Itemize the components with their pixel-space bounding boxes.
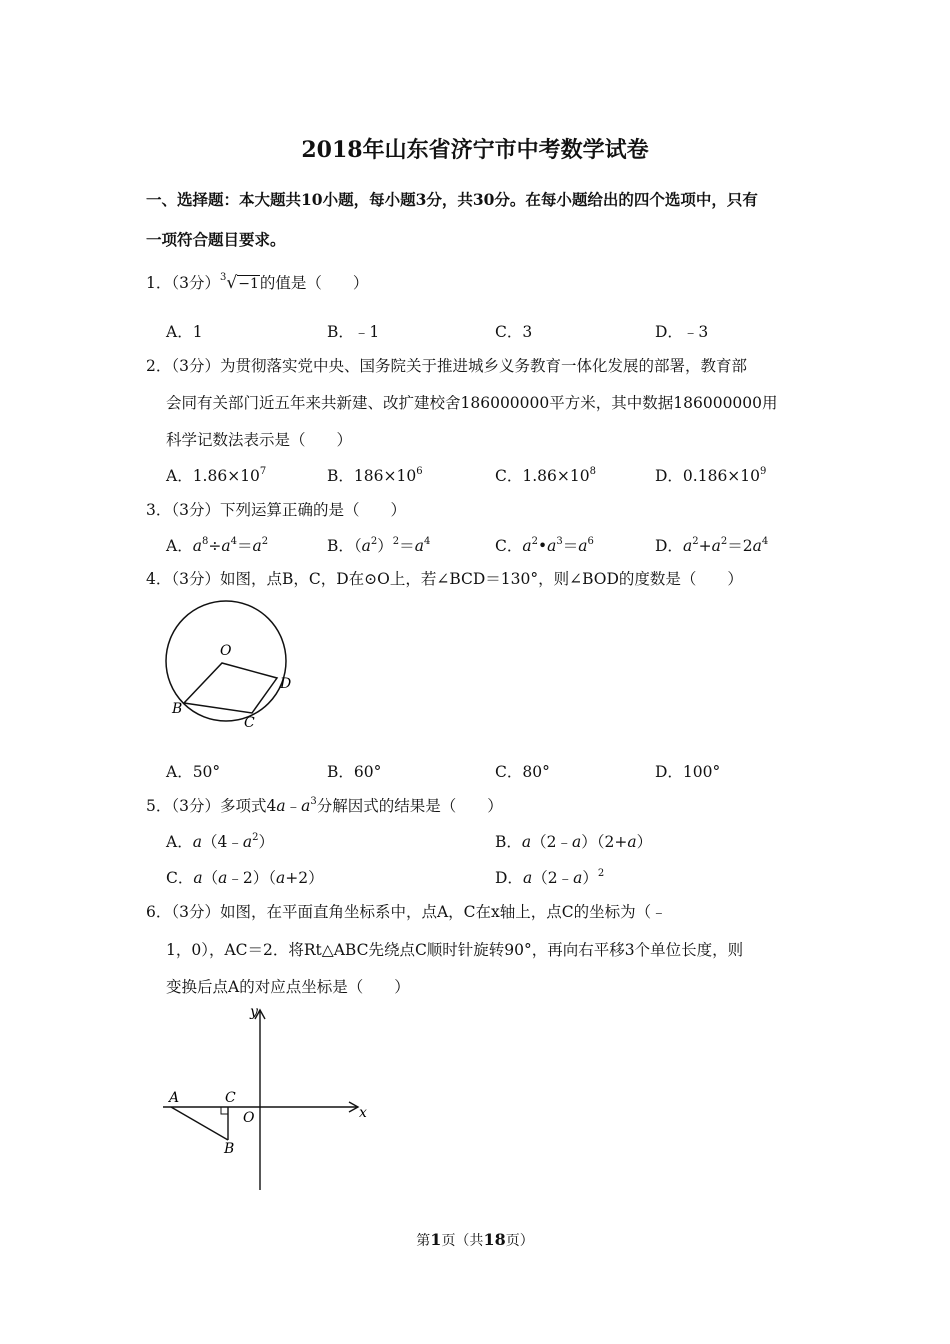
label-o: O (243, 1110, 255, 1126)
total-pages: 18 (483, 1230, 506, 1249)
q2-option-a[interactable]: A．$1.86\times 10^7$ (166, 466, 267, 485)
q2-option-d[interactable]: D．$0.186\times 10^9$ (655, 466, 767, 485)
q3-option-d[interactable]: D．$a^2+a^2=2a^4$ (655, 536, 769, 555)
q4-option-d[interactable]: D．100° (655, 763, 721, 781)
question-3: 3．（3分）下列运算正确的是（ ） (146, 501, 406, 519)
question-number: 1． (146, 274, 172, 292)
label-x: x (359, 1105, 367, 1121)
current-page-number: 1 (430, 1230, 442, 1249)
q4-option-b[interactable]: B．60° (327, 763, 382, 781)
question-score: （3分） (171, 274, 220, 292)
q2-option-c[interactable]: C．$1.86\times 10^8$ (495, 466, 596, 485)
question-6-line3: 变换后点A的对应点坐标是（ ） (166, 978, 410, 996)
q2-option-b[interactable]: B．$186\times 10^6$ (327, 466, 423, 485)
q5-option-b[interactable]: B．a（2﹣a）（2+a） (495, 833, 653, 851)
label-c: C (244, 715, 255, 731)
label-c: C (225, 1090, 236, 1106)
page-title: 2018年山东省济宁市中考数学试卷 (301, 137, 649, 163)
question-2-line3: 科学记数法表示是（ ） (166, 431, 353, 449)
coordinate-figure (158, 1000, 378, 1195)
question-6-line1: 6．（3分）如图，在平面直角坐标系中，点A，C在x轴上，点C的坐标为（﹣ (146, 903, 667, 921)
label-y: y (250, 1004, 258, 1020)
question-2-line1: 2．（3分）为贯彻落实党中央、国务院关于推进城乡义务教育一体化发展的部署，教育部 (146, 357, 747, 375)
q3-option-a[interactable]: A．$a^8\div a^4=a^2$ (166, 536, 269, 555)
q1-option-b[interactable]: B．﹣1 (327, 323, 380, 341)
q1-option-a[interactable]: A．1 (166, 323, 203, 341)
section-heading-line2: 一项符合题目要求。 (146, 230, 286, 249)
q5-option-d[interactable]: D．a（2﹣a）$^2$ (495, 868, 605, 887)
question-5: 5．（3分）多项式$4a﹣a^3$分解因式的结果是（ ） (146, 796, 503, 815)
q1-option-d[interactable]: D．﹣3 (655, 323, 709, 341)
question-4: 4．（3分）如图，点B，C，D在⊙O上，若∠BCD＝130°，则∠BOD的度数是（ ） (146, 570, 743, 588)
section-heading-line1: 一、选择题：本大题共10小题，每小题3分，共30分。在每小题给出的四个选项中，只有 (146, 190, 758, 209)
label-o: O (220, 643, 232, 659)
label-b: B (172, 701, 183, 717)
question-tail: 的值是（ ） (259, 274, 369, 292)
question-1 (146, 271, 368, 293)
question-2-line2: 会同有关部门近五年来共新建、改扩建校舍186000000平方米，其中数据186000000用 (166, 394, 778, 412)
cube-root-expression: $^3$√−1 (220, 272, 259, 293)
segment-ab (171, 1107, 228, 1140)
quadrilateral-bocd (184, 663, 277, 713)
q5-option-c[interactable]: C．a（a﹣2）（a+2） (166, 869, 324, 887)
q1-option-c[interactable]: C．3 (495, 323, 533, 341)
q3-option-b[interactable]: B．$(a^2)^2=a^4$ (327, 536, 431, 555)
label-a: A (169, 1090, 180, 1106)
circle-figure (160, 595, 300, 735)
q4-option-a[interactable]: A．50° (166, 763, 221, 781)
right-angle-mark (221, 1107, 228, 1114)
q5-option-a[interactable]: A．$a(4﹣a^2)$ (166, 832, 274, 851)
q3-option-c[interactable]: C．$a^2•a^3=a^6$ (495, 536, 594, 555)
question-6-line2: 1，0），AC＝2．将Rt△ABC先绕点C顺时针旋转90°，再向右平移3个单位长度，则 (166, 941, 744, 959)
q4-option-c[interactable]: C．80° (495, 763, 550, 781)
label-b: B (224, 1141, 235, 1157)
page-footer: 第1页（共18页） (416, 1230, 534, 1249)
label-d: D (280, 676, 292, 692)
